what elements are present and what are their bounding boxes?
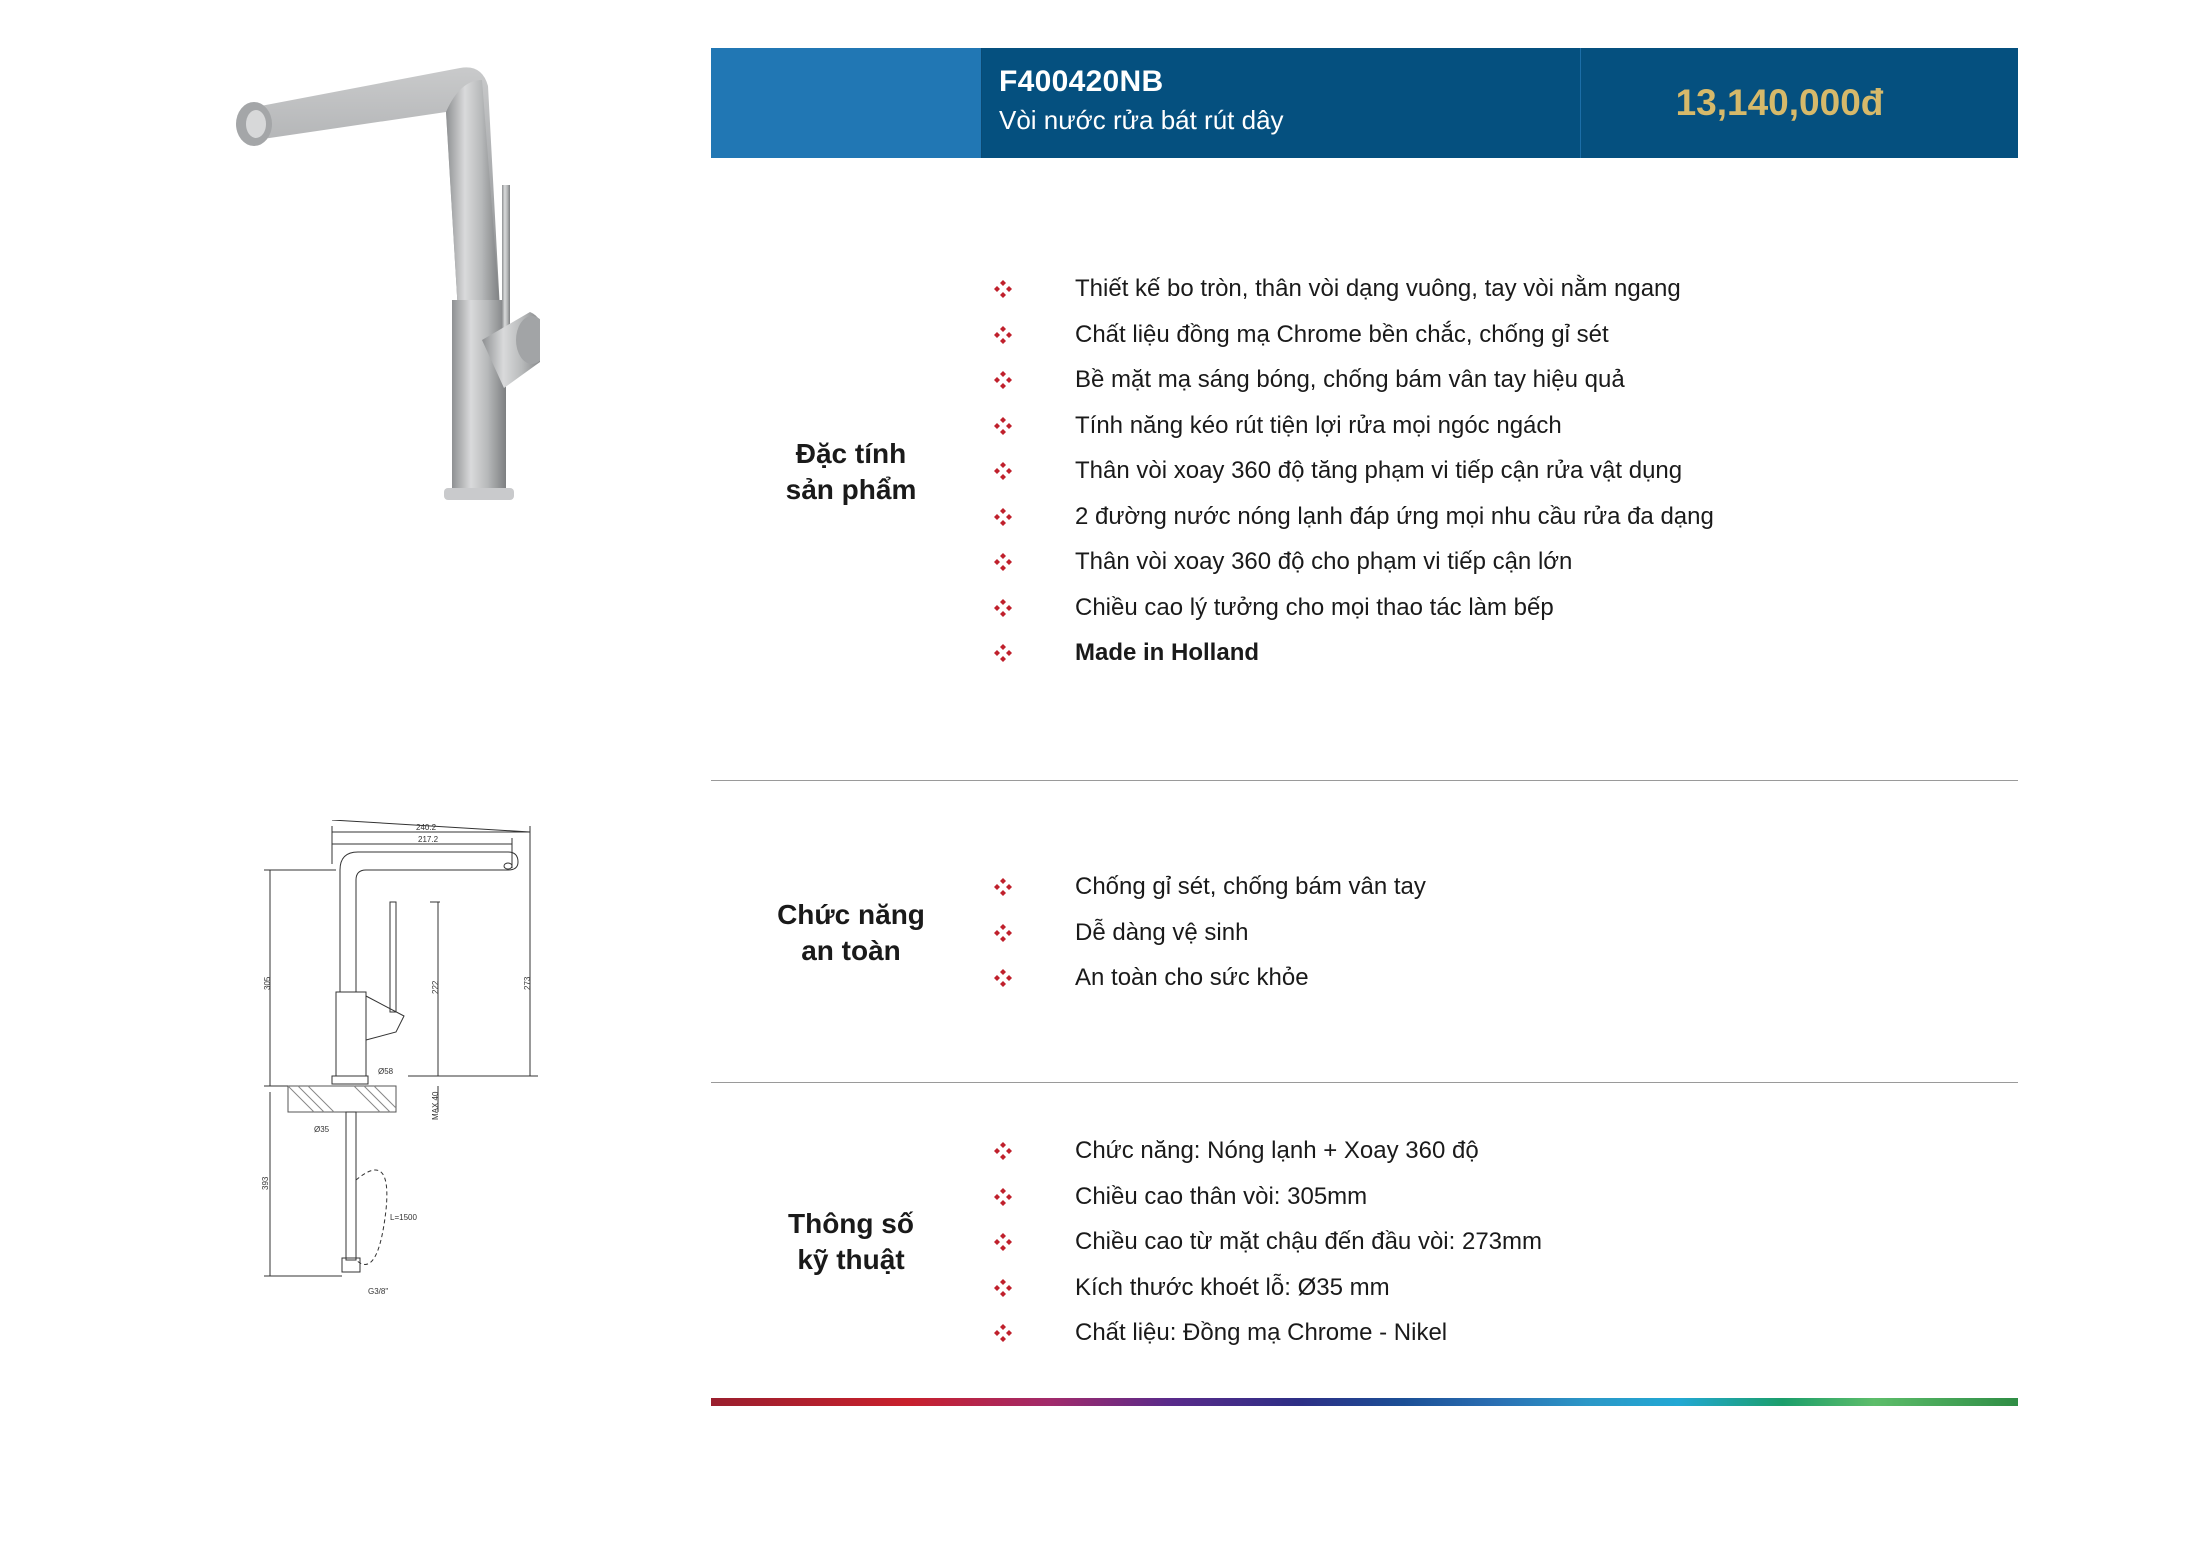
drawing-dim-thread: G3/8" [368,1287,389,1296]
list-item-text: Dễ dàng vệ sinh [1075,918,1249,946]
section-divider [711,780,2018,781]
list-item-text: Bề mặt mạ sáng bóng, chống bám vân tay hiệu quả [1075,366,1625,393]
red-diamond-bullet-icon [992,278,1014,300]
section-title-line: Chức năng [777,899,925,930]
red-diamond-bullet-icon [992,597,1014,619]
list-item-text: Chất liệu đồng mạ Chrome bền chắc, chống gỉ sét [1075,320,1609,348]
red-diamond-bullet-icon [992,324,1014,346]
product-price: 13,140,000đ [1675,82,1884,123]
drawing-dim-max-thickness: MAX 40 [431,1091,440,1120]
product-header [711,48,2018,158]
red-diamond-bullet-icon [992,642,1014,664]
drawing-dim-width-inner: 217.2 [418,835,439,844]
list-item-text: Made in Holland [1075,639,1260,666]
footer-color-bar [711,1398,2018,1406]
list-item-text: Chiều cao từ mặt chậu đến đầu vòi: 273mm [1075,1228,1542,1255]
product-name: Vòi nước rửa bát rút dây [999,105,1284,135]
header-accent-block [711,48,981,158]
red-diamond-bullet-icon [992,369,1014,391]
section-title-safety [716,897,986,969]
product-code: F400420NB [999,65,1164,98]
red-diamond-bullet-icon [992,1277,1014,1299]
section-title-specs [716,1206,986,1278]
drawing-dim-height-spout: 273 [523,976,532,990]
list-item-text: Tính năng kéo rút tiện lợi rửa mọi ngóc ngách [1075,411,1562,439]
red-diamond-bullet-icon [992,551,1014,573]
red-diamond-bullet-icon [992,1231,1014,1253]
drawing-dim-hole-dia: Ø35 [314,1125,330,1134]
red-diamond-bullet-icon [992,1186,1014,1208]
drawing-dim-width-total: 240.2 [416,823,437,832]
section-title-line: sản phẩm [785,474,917,505]
red-diamond-bullet-icon [992,1322,1014,1344]
header-product-info [981,48,1581,158]
red-diamond-bullet-icon [992,922,1014,944]
section-title-line: Đặc tính [795,438,907,469]
red-diamond-bullet-icon [992,1140,1014,1162]
red-diamond-bullet-icon [992,506,1014,528]
red-diamond-bullet-icon [992,460,1014,482]
list-item-text: Thân vòi xoay 360 độ tăng phạm vi tiếp cận rửa vật dụng [1075,457,1683,484]
red-diamond-bullet-icon [992,415,1014,437]
drawing-dim-height-total: 305 [263,976,272,990]
header-price-block [1581,48,2018,158]
section-divider [711,1082,2018,1083]
drawing-dim-below-height: 393 [261,1176,270,1190]
product-photo [220,50,540,520]
list-item-text: Chiều cao lý tưởng cho mọi thao tác làm bếp [1075,593,1554,621]
red-diamond-bullet-icon [992,876,1014,898]
list-item-text: 2 đường nước nóng lạnh đáp ứng mọi nhu cầu rửa đa dạng [1075,502,1714,530]
section-title-line: an toàn [801,935,901,966]
list-item-text: Chiều cao thân vòi: 305mm [1075,1182,1368,1210]
drawing-dim-hose-length: L=1500 [390,1213,417,1222]
list-item-text: Thân vòi xoay 360 độ cho phạm vi tiếp cận lớn [1075,548,1573,575]
red-diamond-bullet-icon [992,967,1014,989]
section-title-features [716,436,986,508]
list-item-text: Chất liệu: Đồng mạ Chrome - Nikel [1075,1319,1448,1346]
list-item-text: Chống gỉ sét, chống bám vân tay [1075,873,1426,900]
list-item-text: An toàn cho sức khỏe [1075,964,1309,991]
list-item-text: Thiết kế bo tròn, thân vòi dạng vuông, tay vòi nằm ngang [1075,275,1681,302]
list-item-text: Kích thước khoét lỗ: Ø35 mm [1075,1273,1390,1301]
list-item-text: Chức năng: Nóng lạnh + Xoay 360 độ [1075,1137,1479,1164]
drawing-dim-base-dia: Ø58 [378,1067,394,1076]
section-title-line: kỹ thuật [797,1244,905,1275]
drawing-dim-height-lever: 222 [431,980,440,994]
section-title-line: Thông số [788,1208,914,1239]
technical-drawing [258,820,598,1310]
